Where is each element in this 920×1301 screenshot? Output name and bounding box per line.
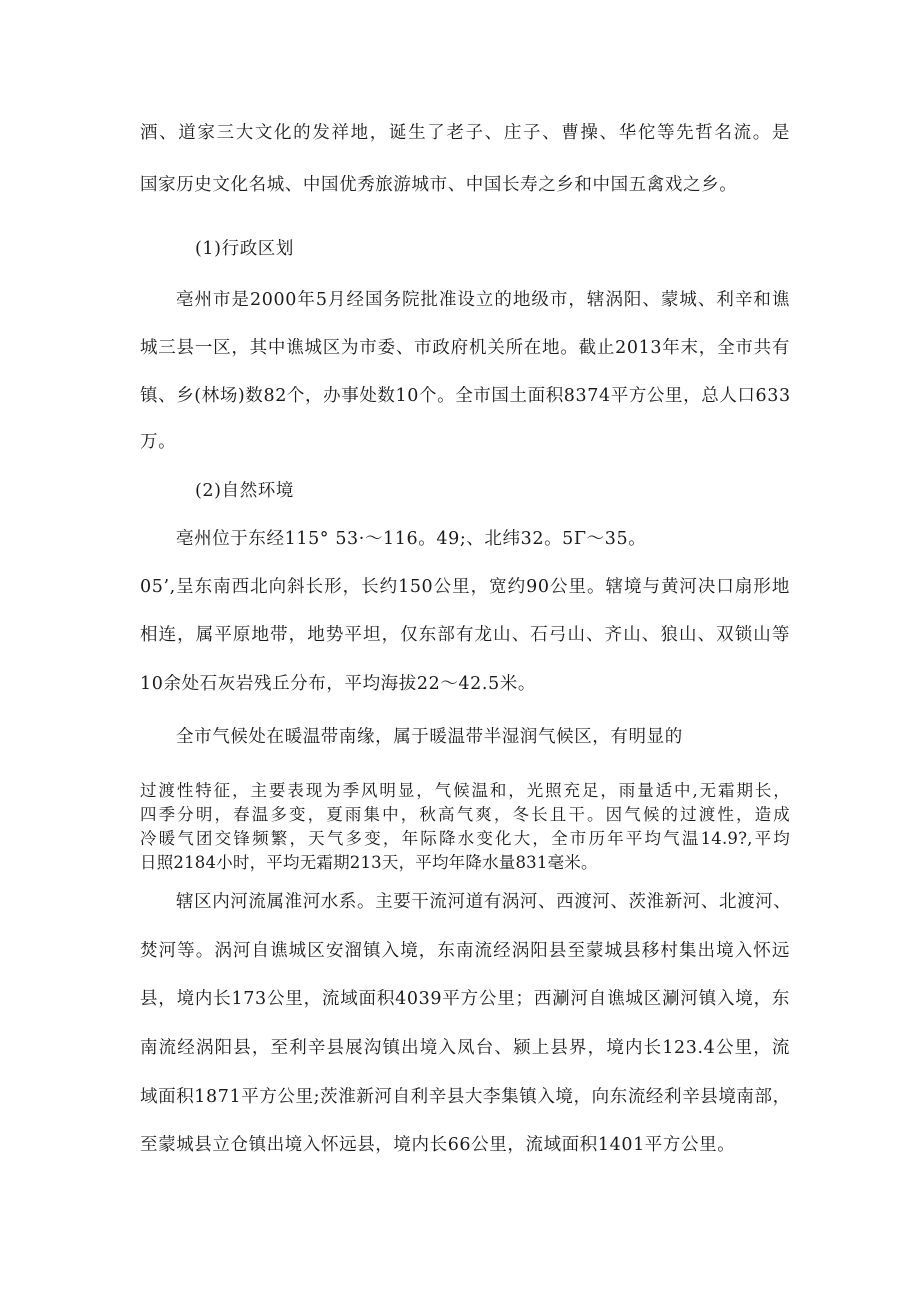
section-heading-nature: (2)自然环境 bbox=[195, 481, 294, 501]
climate-line-5: 日照2184小时，平均无霜期213天，平均年降水量831毫米。 bbox=[140, 853, 598, 872]
rivers-line-1: 辖区内河流属淮河水系。主要干流河道有涡河、西渡河、茨淮新河、北渡河、 bbox=[176, 892, 792, 912]
nature-line-2: 05’,呈东南西北向斜长形，长约150公里，宽约90公里。辖境与黄河决口扇形地 bbox=[140, 577, 790, 597]
rivers-line-3: 县，境内长173公里，流域面积4039平方公里；西涮河自谯城区涮河镇入境，东 bbox=[140, 989, 790, 1009]
admin-line-3: 镇、乡(林场)数82个，办事处数10个。全市国土面积8374平方公里，总人口633 bbox=[140, 386, 791, 406]
rivers-line-6: 至蒙城县立仓镇出境入怀远县，境内长66公里，流域面积1401平方公里。 bbox=[140, 1135, 736, 1155]
climate-line-3: 四季分明，春温多变，夏雨集中，秋高气爽，冬长且干。因气候的过渡性，造成 bbox=[140, 805, 790, 824]
intro-line-1: 酒、道家三大文化的发祥地，诞生了老子、庄子、曹操、华佗等先哲名流。是 bbox=[140, 123, 790, 143]
climate-line-1: 全市气候处在暖温带南缘，属于暖温带半湿润气候区，有明显的 bbox=[176, 727, 683, 747]
intro-line-2: 国家历史文化名城、中国优秀旅游城市、中国长寿之乡和中国五禽戏之乡。 bbox=[140, 175, 738, 195]
admin-line-2: 城三县一区，其中谯城区为市委、市政府机关所在地。截止2013年末，全市共有 bbox=[140, 338, 790, 358]
rivers-line-5: 域面积1871平方公里;茨淮新河自利辛县大李集镇入境，向东流经利辛县境南部， bbox=[140, 1087, 791, 1107]
nature-line-1: 亳州位于东经115° 53·～116。49;、北纬32。5Γ～35。 bbox=[176, 529, 647, 549]
climate-line-4: 冷暖气团交锋频繁，天气多变，年际降水变化大，全市历年平均气温14.9?,平均 bbox=[140, 829, 790, 848]
climate-line-2: 过渡性特征，主要表现为季风明显，气候温和，光照充足，雨量适中,无霜期长， bbox=[140, 781, 790, 800]
rivers-line-4: 南流经涡阳县，至利辛县展沟镇出境入凤台、颍上县界，境内长123.4公里，流 bbox=[140, 1038, 790, 1058]
admin-line-1: 亳州市是2000年5月经国务院批准设立的地级市，辖涡阳、蒙城、利辛和谯 bbox=[176, 290, 790, 310]
nature-line-3: 相连，属平原地带，地势平坦，仅东部有龙山、石弓山、齐山、狼山、双锁山等 bbox=[140, 625, 790, 645]
rivers-line-2: 焚河等。涡河自谯城区安溜镇入境，东南流经涡阳县至蒙城县移村集出境入怀远 bbox=[140, 941, 790, 961]
admin-line-4: 万。 bbox=[140, 432, 177, 452]
section-heading-admin: (1)行政区划 bbox=[195, 239, 294, 259]
nature-line-4: 10余处石灰岩残丘分布，平均海拔22～42.5米。 bbox=[140, 674, 536, 694]
